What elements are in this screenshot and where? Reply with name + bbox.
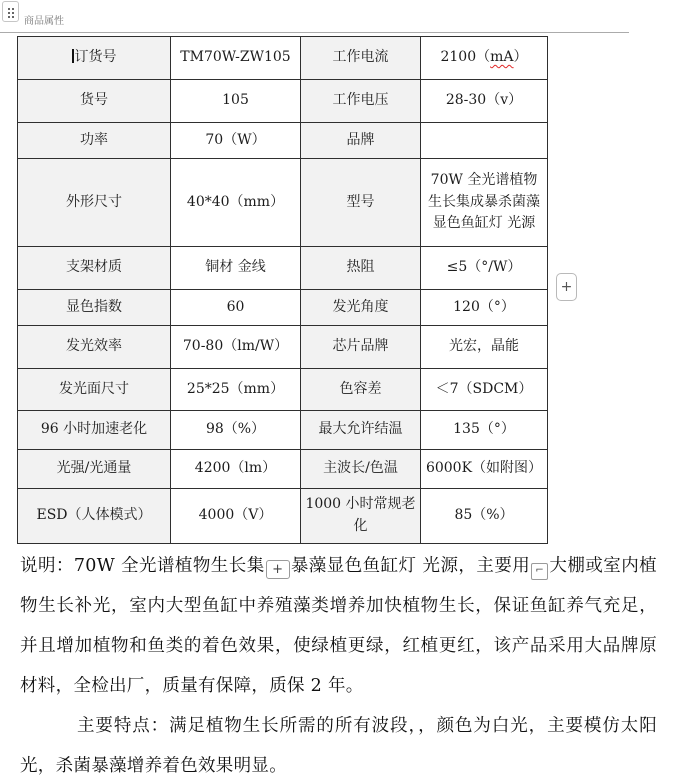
spec-label-cell[interactable]: 发光面尺寸 [18, 369, 171, 411]
spec-value-cell[interactable] [421, 123, 548, 159]
spec-label-cell[interactable]: 最大允许结温 [301, 411, 421, 450]
table-row [18, 450, 548, 489]
spec-value-cell[interactable]: 98（%） [171, 411, 301, 450]
spec-label: 订货号 [74, 49, 117, 66]
description-section [20, 546, 657, 784]
spec-label-cell[interactable]: 光强/光通量 [18, 450, 171, 489]
spec-value-cell[interactable]: 25*25（mm） [171, 369, 301, 411]
spec-value-cell[interactable]: 120（°） [421, 290, 548, 326]
value-text: ） [513, 49, 528, 66]
spec-label-cell[interactable]: 热阻 [301, 247, 421, 290]
spec-label-cell[interactable]: ESD（人体模式） [18, 489, 171, 544]
spec-value-cell[interactable]: 40*40（mm） [171, 159, 301, 247]
description-text: 暴藻显色鱼缸灯 光源，主要用 [290, 556, 531, 576]
drag-handle-button[interactable] [2, 1, 19, 22]
table-row [18, 326, 548, 369]
description-paragraph[interactable] [20, 546, 657, 706]
value-text: 2100（ [440, 49, 491, 66]
spec-value-cell[interactable] [421, 37, 548, 80]
spec-value-cell[interactable]: 4200（lm） [171, 450, 301, 489]
spec-label-cell[interactable]: 发光角度 [301, 290, 421, 326]
spec-value-cell[interactable]: 28-30（v） [421, 80, 548, 123]
spec-value-cell[interactable]: 135（°） [421, 411, 548, 450]
spec-label-cell[interactable]: 支架材质 [18, 247, 171, 290]
spec-value-cell[interactable]: 6000K（如附图） [421, 450, 548, 489]
spec-label-cell[interactable]: 1000 小时常规老化 [301, 489, 421, 544]
table-row [18, 80, 548, 123]
table-row [18, 37, 548, 80]
spec-value-cell[interactable]: 70W 全光谱植物生长集成暴杀菌藻显色鱼缸灯 光源 [421, 159, 548, 247]
spec-value-cell[interactable]: 70（W） [171, 123, 301, 159]
add-column-button[interactable]: + [556, 273, 577, 301]
spec-label-cell[interactable]: 外形尺寸 [18, 159, 171, 247]
spec-label-cell[interactable] [18, 37, 171, 80]
section-divider [0, 32, 629, 33]
description-text: 大棚或室内植物生长补光，室内大型鱼缸中养殖藻类增养加快植物生长，保证鱼缸养气充足，并且增加植物和鱼类的着色效果，使绿植更绿，红植更红，该产品采用大品牌原材料，全检出厂，质量有保障，质保 2 年。 [20, 556, 657, 696]
table-row [18, 489, 548, 544]
spec-value-cell[interactable]: 60 [171, 290, 301, 326]
table-row [18, 123, 548, 159]
table-row [18, 159, 548, 247]
table-row [18, 411, 548, 450]
features-paragraph[interactable]: 主要特点：满足植物生长所需的所有波段，，颜色为白光，主要模仿太阳光，杀菌暴藻增养着色效果明显。 [20, 716, 657, 776]
inline-plus-object-icon[interactable]: + [266, 560, 290, 579]
table-row [18, 290, 548, 326]
description-text: 说明：70W 全光谱植物生长集 [20, 556, 265, 576]
table-row [18, 247, 548, 290]
spec-label-cell[interactable]: 96 小时加速老化 [18, 411, 171, 450]
spellcheck-marked-text: mA [490, 49, 514, 66]
spec-label-cell[interactable]: 工作电流 [301, 37, 421, 80]
spec-value-cell[interactable]: 70-80（lm/W） [171, 326, 301, 369]
spec-value-cell[interactable]: ≤5（°/W） [421, 247, 548, 290]
spec-label-cell[interactable]: 主波长/色温 [301, 450, 421, 489]
product-spec-table [17, 36, 548, 544]
spec-label-cell[interactable]: 发光效率 [18, 326, 171, 369]
spec-label-cell[interactable]: 色容差 [301, 369, 421, 411]
spec-value-cell[interactable]: 铜材 金线 [171, 247, 301, 290]
spec-label-cell[interactable]: 货号 [18, 80, 171, 123]
spec-value-cell[interactable]: 85（%） [421, 489, 548, 544]
spec-label-cell[interactable]: 型号 [301, 159, 421, 247]
text-cursor [72, 49, 74, 63]
spec-label-cell[interactable]: 工作电压 [301, 80, 421, 123]
spec-value-cell[interactable]: TM70W-ZW105 [171, 37, 301, 80]
spec-value-cell[interactable]: 105 [171, 80, 301, 123]
drag-handle-icon [8, 8, 10, 10]
section-label: 商品属性 [24, 16, 64, 27]
inline-object-anchor-icon[interactable]: ⌐ [531, 563, 548, 580]
spec-value-cell[interactable]: ＜7（SDCM） [421, 369, 548, 411]
spec-label-cell[interactable]: 功率 [18, 123, 171, 159]
spec-value-cell[interactable]: 4000（V） [171, 489, 301, 544]
spec-label-cell[interactable]: 显色指数 [18, 290, 171, 326]
table-row [18, 369, 548, 411]
spec-label-cell[interactable]: 品牌 [301, 123, 421, 159]
spec-label-cell[interactable]: 芯片品牌 [301, 326, 421, 369]
spec-value-cell[interactable]: 光宏，晶能 [421, 326, 548, 369]
